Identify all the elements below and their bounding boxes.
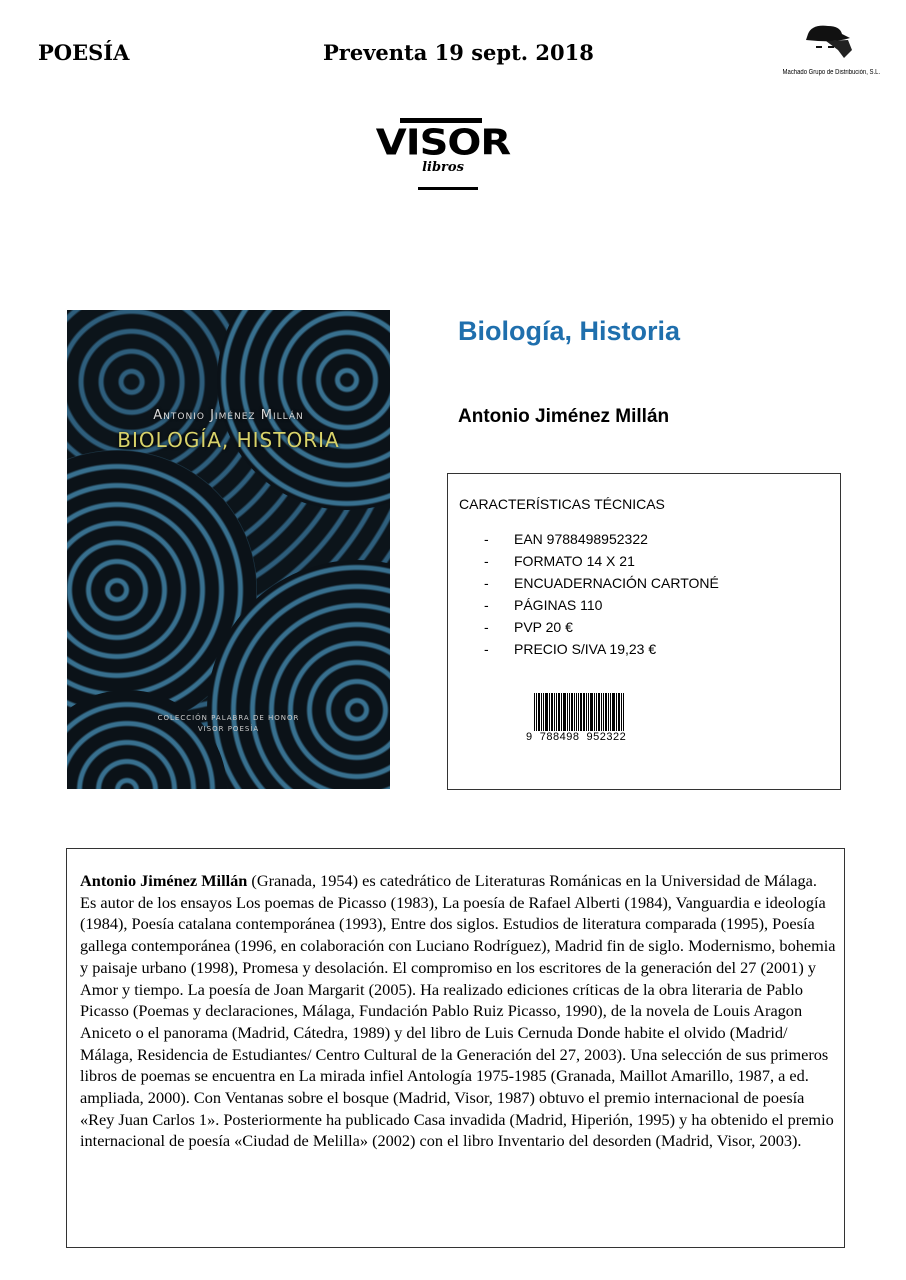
specs-heading: CARACTERÍSTICAS TÉCNICAS bbox=[459, 496, 665, 512]
barcode-bar bbox=[541, 693, 542, 731]
barcode-bar bbox=[610, 693, 611, 731]
distributor-name: Machado Grupo de Distribución, S.L. bbox=[782, 69, 881, 76]
cover-author: Antonio Jiménez Millán bbox=[153, 408, 304, 423]
barcode-bar bbox=[583, 693, 585, 731]
visor-libros-logo bbox=[372, 115, 514, 193]
spec-item: - ENCUADERNACIÓN CARTONÉ bbox=[484, 575, 719, 591]
biography-author-name: Antonio Jiménez Millán bbox=[80, 871, 248, 890]
spec-item: - PVP 20 € bbox=[484, 619, 573, 635]
barcode-bar bbox=[621, 693, 622, 731]
barcode-bar bbox=[594, 693, 595, 731]
barcode-bar bbox=[563, 693, 566, 731]
spec-item: - EAN 9788498952322 bbox=[484, 531, 648, 547]
spec-item: - PÁGINAS 110 bbox=[484, 597, 603, 613]
barcode-bar bbox=[590, 693, 593, 731]
barcode-bar bbox=[576, 693, 577, 731]
hat-man-logo-icon bbox=[778, 20, 888, 64]
book-title: Biología, Historia bbox=[458, 316, 681, 346]
biography-text: Antonio Jiménez Millán (Granada, 1954) es catedrático de Literaturas Románicas en la Universidad de Málaga. Es autor de los ensayos Los poemas de Picasso (1983), La poesía de Rafael Alberti (1984), Vanguardia e ideología (1984), Poesía catalana contemporánea (1993), Entre dos siglos. Estudios de literatura comparada (1995), Poesía gallega contemporánea (1996, en colaboración con Luciano Rodríguez), Madrid fin de siglo. Modernismo, bohemia y paisaje urbano (1998), Promesa y desolación. El compromiso en los escritores de la generación del 27 (2001) y Amor y tiempo. La poesía de Joan Margarit (2005). Ha realizado ediciones críticas de la obra literaria de Pablo Picasso (Poemas y declaraciones, Málaga, Fundación Pablo Ruiz Picasso, 1990), de la novela de Louis Aragon Aniceto o el panorama (Madrid, Cátedra, 1989) y del libro de Luis Cernuda Donde habite el olvido (Madrid/ Málaga, Residencia de Estudiantes/ Centro Cultural de la Generación del 27, 2003). Una selección de sus primeros libros de poemas se encuentra en La mirada infiel Antología 1975-1985 (Granada, Maillot Amarillo, 1987, a ed. ampliada, 2000). Con Ventanas sobre el bosque (Madrid, Visor, 1987) obtuvo el premio internacional de poesía «Rey Juan Carlos 1». Posteriormente ha publicado Casa invadida (Madrid, Hiperión, 1995) y ha obtenido el premio internacional de poesía «Ciudad de Melilla» (2002) con el libro Inventario del desorden (Madrid, Visor, 2003). bbox=[80, 871, 836, 1151]
category-label: POESÍA bbox=[38, 40, 130, 65]
barcode-bar bbox=[596, 693, 597, 731]
presale-date: Preventa 19 sept. 2018 bbox=[323, 40, 594, 65]
barcode-bar bbox=[558, 693, 560, 731]
barcode-bar bbox=[578, 693, 579, 731]
barcode-bar bbox=[549, 693, 550, 731]
barcode-bar bbox=[616, 693, 617, 731]
barcode-bar bbox=[543, 693, 544, 731]
author-biography-box bbox=[66, 848, 845, 1248]
barcode-bar bbox=[586, 693, 587, 731]
logo-bottom-rule bbox=[418, 187, 478, 190]
barcode-bar bbox=[567, 693, 568, 731]
distributor-logo bbox=[778, 20, 888, 76]
specs-list bbox=[484, 528, 719, 660]
barcode-bar bbox=[588, 693, 589, 731]
barcode-bar bbox=[603, 693, 604, 731]
spec-item: - FORMATO 14 X 21 bbox=[484, 553, 635, 569]
barcode-bar bbox=[554, 693, 555, 731]
cover-collection: COLECCIÓN PALABRA DE HONOR bbox=[157, 714, 300, 722]
barcode-bar bbox=[580, 693, 582, 731]
technical-specs-box bbox=[447, 473, 841, 790]
ean-barcode bbox=[526, 693, 638, 743]
barcode-bar bbox=[569, 693, 570, 731]
barcode-bar bbox=[538, 693, 540, 731]
barcode-bar bbox=[618, 693, 620, 731]
barcode-bar bbox=[561, 693, 562, 731]
barcode-bar bbox=[605, 693, 607, 731]
barcode-digits: 9 788498 952322 bbox=[526, 731, 627, 743]
barcode-bar bbox=[571, 693, 573, 731]
barcode-bar bbox=[545, 693, 548, 731]
barcode-bar bbox=[551, 693, 553, 731]
barcode-bar bbox=[608, 693, 609, 731]
barcode-bar bbox=[598, 693, 600, 731]
barcode-bar bbox=[601, 693, 602, 731]
barcode-bar bbox=[536, 693, 537, 731]
barcode-bar bbox=[534, 693, 535, 731]
barcode-bar bbox=[623, 693, 624, 731]
barcode-bar bbox=[556, 693, 557, 731]
book-author: Antonio Jiménez Millán bbox=[458, 406, 670, 427]
book-cover-image bbox=[67, 310, 390, 789]
publisher-logo-text: VISOR libros bbox=[375, 122, 511, 175]
barcode-bar bbox=[612, 693, 615, 731]
barcode-bar bbox=[574, 693, 575, 731]
cover-title: BIOLOGÍA, HISTORIA bbox=[117, 428, 340, 452]
cover-imprint: VISOR POESÍA bbox=[197, 725, 260, 733]
spec-item: - PRECIO S/IVA 19,23 € bbox=[484, 641, 657, 657]
barcode-bars bbox=[526, 693, 638, 731]
